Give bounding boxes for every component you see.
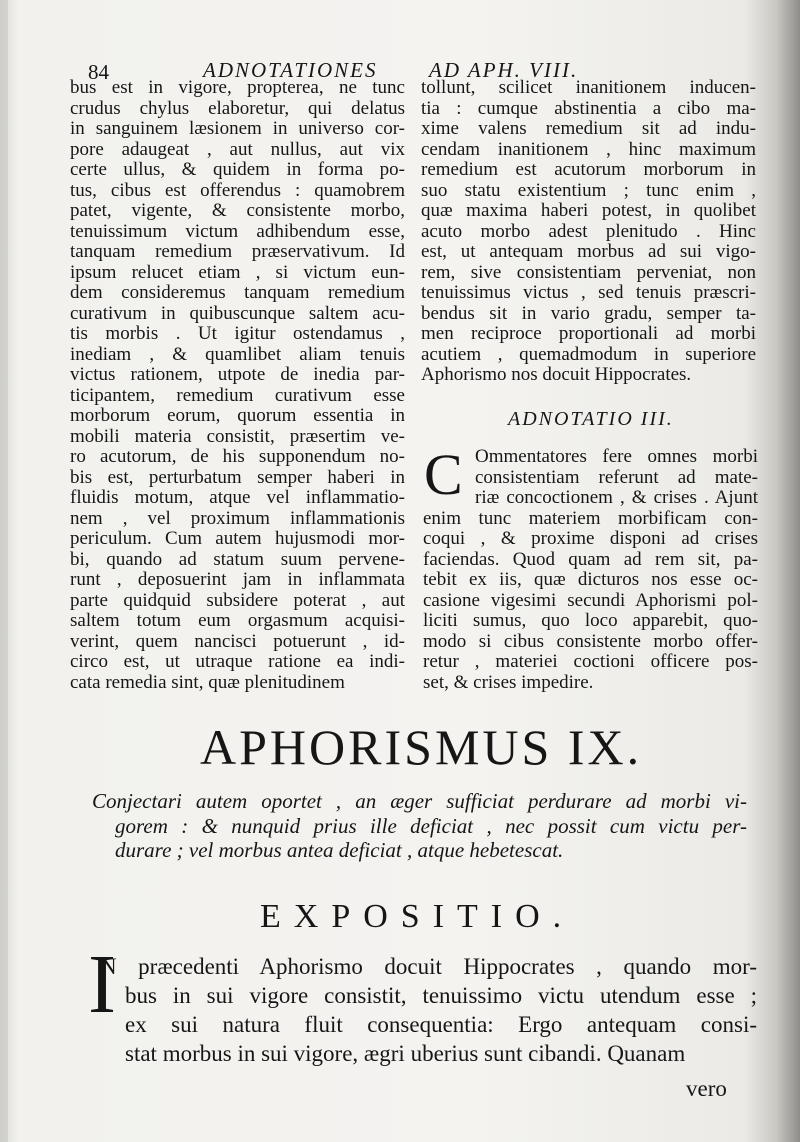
text-line: verint, quem nancisci potuerunt , id-	[70, 630, 405, 652]
text-line: victus rationem, utpote de inedia par-	[70, 364, 405, 385]
text-line: tanquam remedium præservativum. Id	[70, 241, 405, 262]
text-line: xime valens remedium sit ad indu-	[421, 118, 756, 139]
text-line: casione vigesimi secundi Aphorismi pol-	[423, 589, 758, 611]
text-line: circo est, ut utraque ratione ea indi-	[70, 651, 405, 672]
text-line: runt , deposuerint jam in inflammata	[70, 569, 405, 590]
text-line: in sanguinem læsionem in universo cor-	[70, 118, 405, 139]
text-line: acuto morbo adest plenitudo . Hinc	[421, 220, 756, 242]
text-line: bendus sit in vario gradu, semper ta-	[421, 302, 756, 324]
expositio-text	[88, 938, 757, 1068]
text-line: nem , vel proximum inflammationis	[70, 507, 405, 529]
text-line: bus in sui vigore consistit, tenuissimo victu utendum esse ;	[125, 983, 757, 1008]
text-line: riæ concoctionem , & crises . Ajunt	[475, 487, 758, 508]
text-line: bis est, perturbatum semper haberi in	[70, 466, 405, 488]
text-line: morborum eorum, quorum essentia in	[70, 405, 405, 426]
text-line: bi, quando ad statum suum pervene-	[70, 548, 405, 570]
text-line: cata remedia sint, quæ plenitudinem	[70, 671, 345, 693]
running-head-left: ADNOTATIONES	[203, 58, 378, 82]
text-line: cendam inanitionem , hinc maximum	[421, 138, 756, 160]
text-line: consistentiam referunt ad mate-	[475, 466, 758, 488]
text-line: Aphorismo nos docuit Hippocrates.	[421, 364, 692, 385]
text-line: inediam , & quamlibet aliam tenuis	[70, 343, 405, 365]
text-line: patet, vigente, & consistente morbo,	[70, 200, 405, 221]
text-line: durare ; vel morbus antea deficiat , atque hebetescat.	[115, 838, 564, 862]
text-line: men reciproce proportionali ad morbi	[421, 323, 756, 344]
text-line: remedium est acutorum morborum in	[421, 159, 756, 180]
text-line: tebit ex iis, quæ dicturos nos esse oc-	[423, 569, 758, 590]
text-line: pore adaugeat , aut nullus, aut vix	[70, 138, 405, 160]
text-line: N præcedenti Aphorismo docuit Hippocrates , quando mor-	[100, 954, 757, 979]
text-line: modo si cibus consistente morbo offer-	[423, 630, 758, 652]
text-line: ro acutorum, de his supponendum no-	[70, 446, 405, 467]
text-line: suo statu existentium ; tunc enim ,	[421, 179, 756, 201]
text-line: coqui , & proxime disponi ad crises	[423, 528, 758, 549]
text-line: retur , materiei coctioni officere pos-	[423, 651, 758, 672]
text-line: saltem totum eum orgasmum acquisi-	[70, 610, 405, 631]
text-line: tenuissimus victus , sed tenuis præscri-	[421, 282, 756, 303]
text-line: liciti sumus, quo loco apparebit, quo-	[423, 610, 758, 631]
text-line: tollunt, scilicet inanitionem inducen-	[421, 77, 756, 98]
text-line: tenuissimum victum adhibendum esse,	[70, 220, 405, 242]
right-column	[421, 78, 756, 386]
text-line: quæ maxima haberi potest, in quolibet	[421, 200, 756, 221]
text-line: faciendas. Quod quam ad rem sit, pa-	[423, 548, 758, 570]
adnotatio-drop-cap: C	[424, 442, 463, 507]
text-line: est, ut antequam morbus ad sui vigo-	[421, 241, 756, 262]
catchword: vero	[686, 1076, 727, 1101]
adnotatio-heading: ADNOTATIO III.	[508, 408, 674, 430]
text-line: fluidis motum, atque vel inflammatio-	[70, 487, 405, 508]
text-line: parte quidquid subsidere poterat , aut	[70, 589, 405, 611]
left-column	[70, 78, 405, 693]
text-line: ipsum relucet etiam , si victum eun-	[70, 261, 405, 283]
text-line: tia : cumque abstinentia a cibo ma-	[421, 97, 756, 119]
text-line: tis morbis . Ut igitur ostendamus ,	[70, 323, 405, 344]
aphorism-title: APHORISMUS IX.	[200, 719, 643, 775]
text-line: acutiem , quemadmodum in superiore	[421, 343, 756, 365]
text-line: periculum. Cum autem hujusmodi mor-	[70, 528, 405, 549]
text-line: crudus chylus elaboretur, qui delatus	[70, 97, 405, 119]
text-line: mobili materia consistit, præsertim ve-	[70, 425, 405, 447]
text-line: Conjectari autem oportet , an æger sufficiat perdurare ad morbi vi-	[92, 789, 747, 813]
text-line: dem consideremus tanquam remedium	[70, 282, 405, 303]
text-line: rem, sive consistentiam perveniat, non	[421, 261, 756, 283]
text-line: tus, cibus est offerendus : quamobrem	[70, 179, 405, 201]
text-line: ex sui natura fluit consequentia: Ergo antequam consi-	[125, 1012, 757, 1037]
page-number: 84	[88, 60, 109, 84]
text-line: gorem : & nunquid prius ille deficiat , nec possit cum victu per-	[115, 813, 747, 838]
adnotatio-text	[423, 442, 758, 693]
text-line: stat morbus in sui vigore, ægri uberius sunt cibandi. Quanam	[125, 1041, 686, 1066]
aphorism-text	[92, 789, 747, 863]
text-line: set, & crises impedire.	[423, 671, 594, 693]
page-edge-shadow	[0, 0, 8, 1142]
expositio-title: EXPOSITIO.	[260, 898, 575, 935]
expositio-drop-cap: I	[88, 938, 116, 1031]
text-line: enim tunc materiem morbificam con-	[423, 507, 758, 529]
running-head-right: AD APH. VIII.	[429, 58, 579, 82]
text-line: ticipantem, remedium curativum esse	[70, 384, 405, 406]
text-line: curativum in quibuscunque saltem acu-	[70, 302, 405, 324]
text-line: bus est in vigore, propterea, ne tunc	[70, 77, 405, 98]
text-line: Ommentatores fere omnes morbi	[475, 446, 758, 467]
text-line: certe ullus, & quidem in forma po-	[70, 159, 405, 180]
